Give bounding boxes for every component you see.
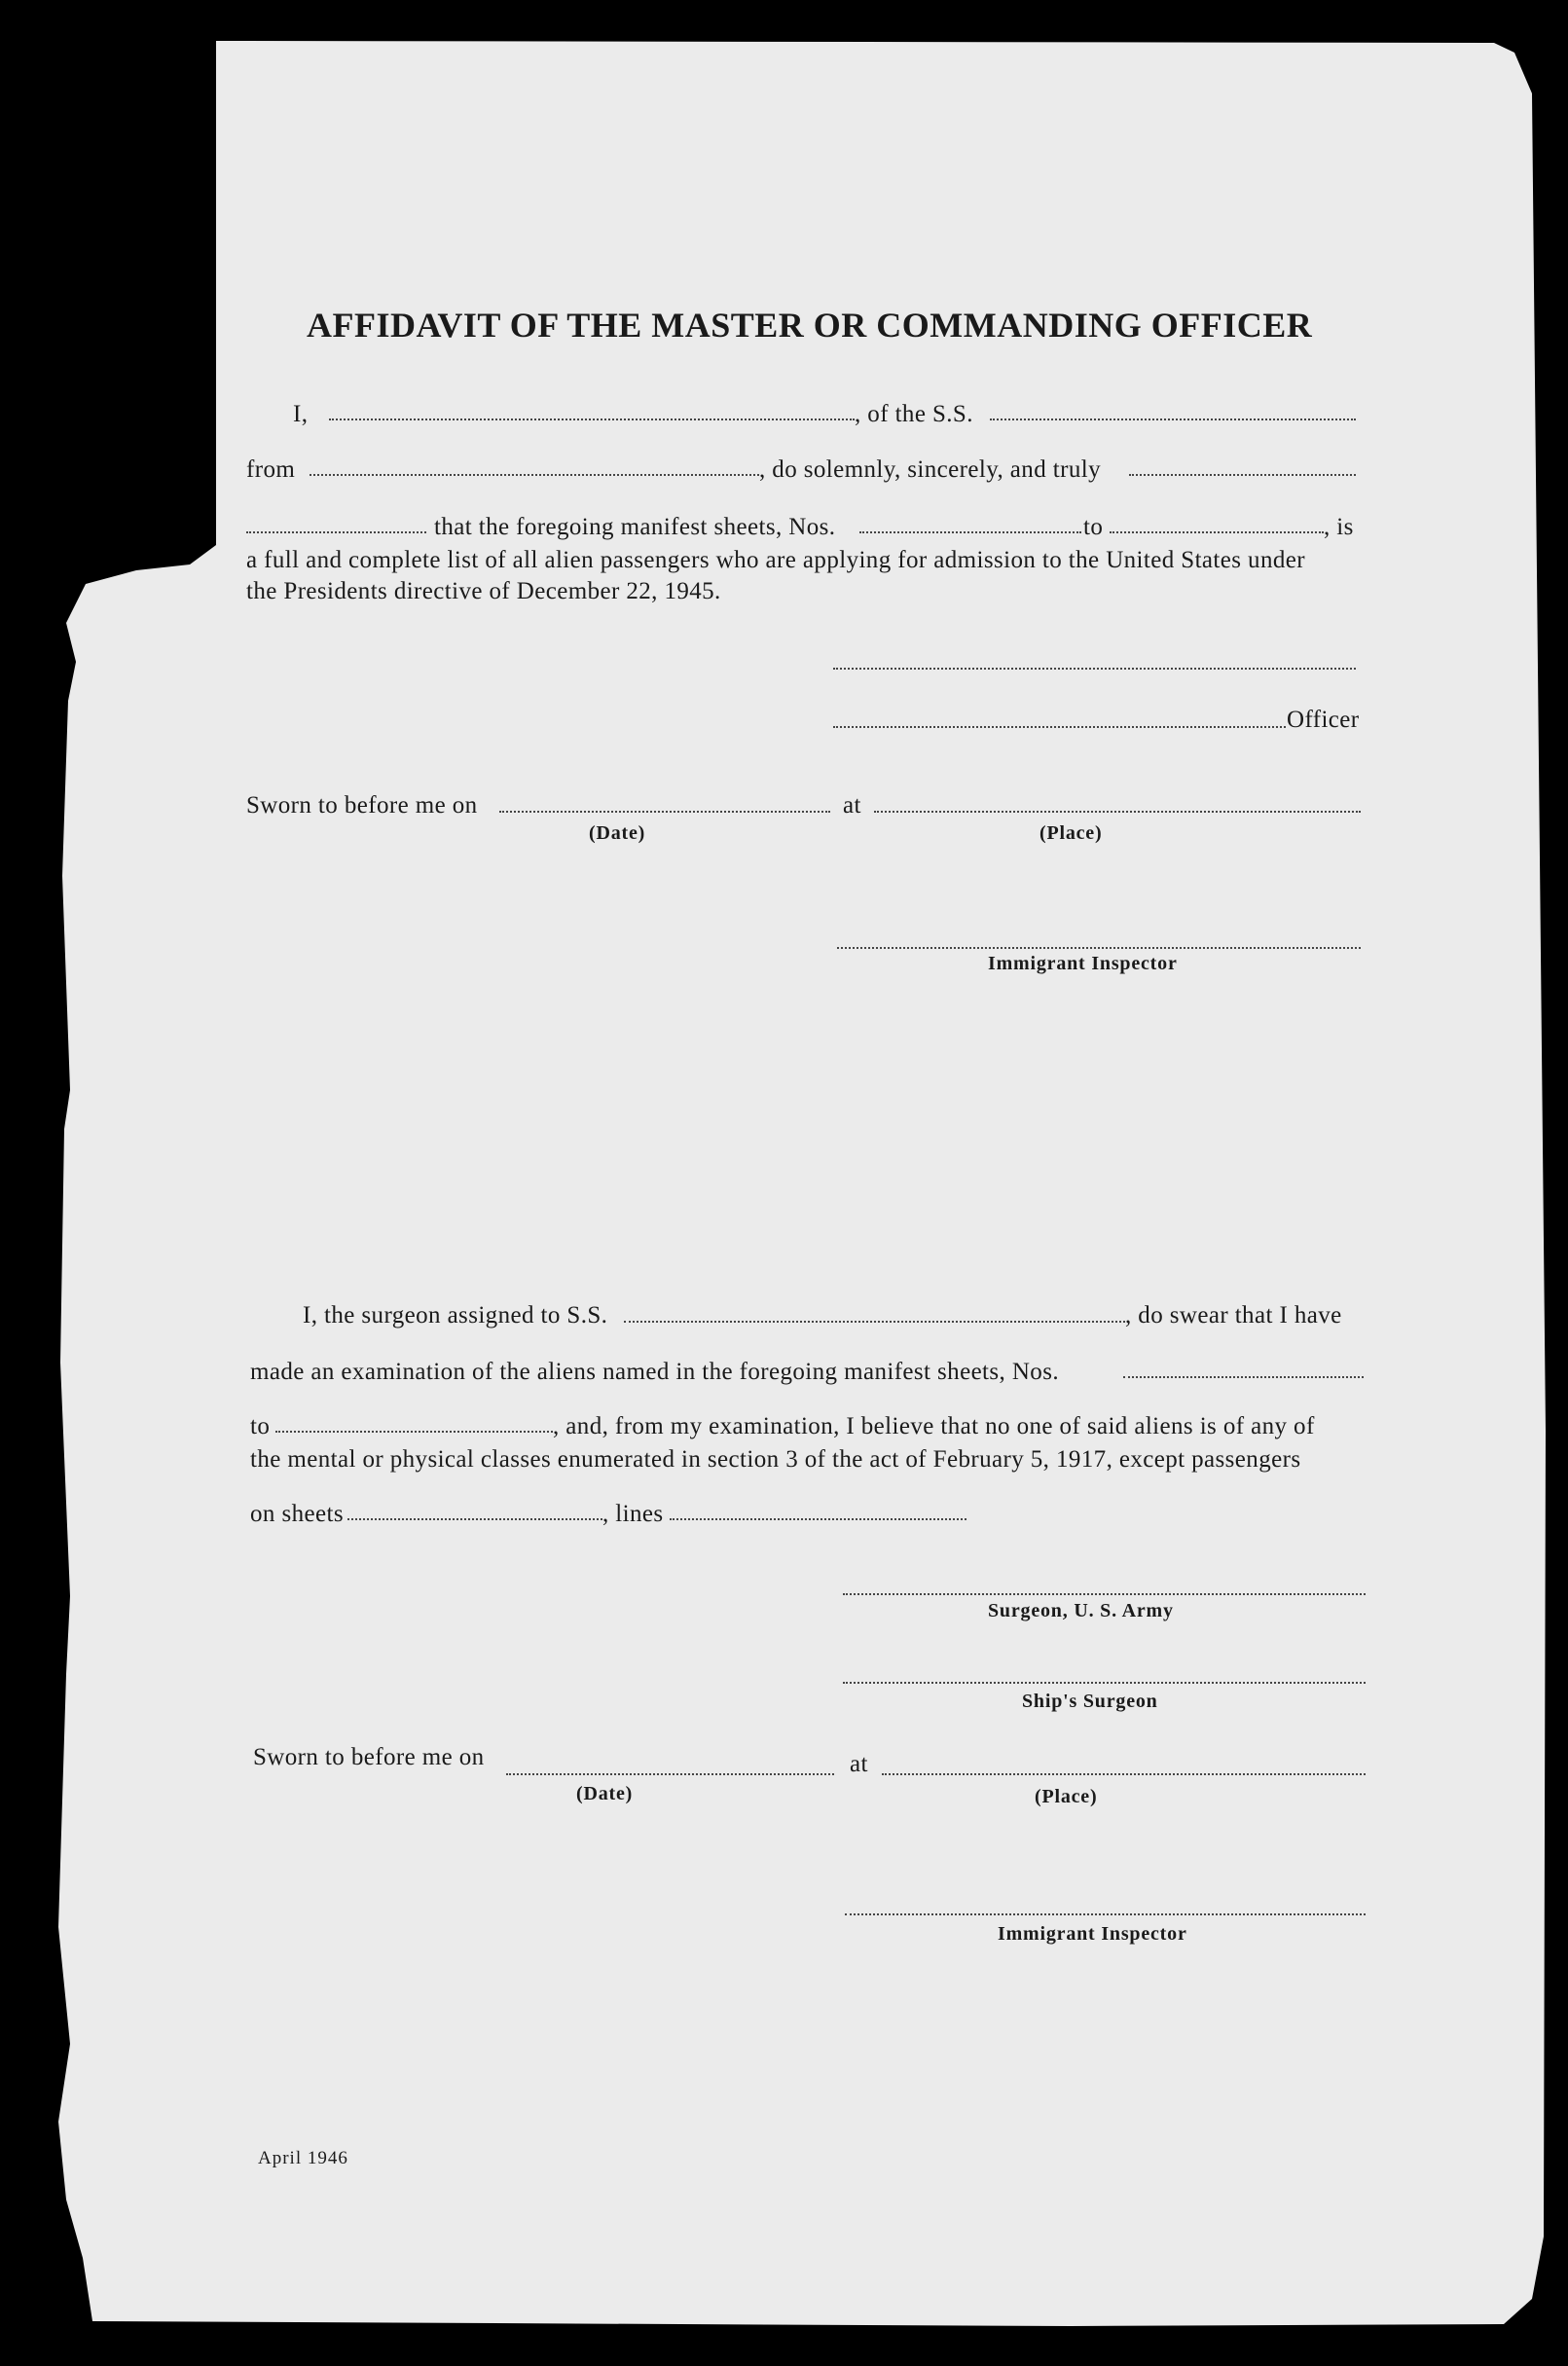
oath-type-field[interactable] [1129,474,1356,476]
surgeon-place-caption: (Place) [1035,1786,1098,1807]
surgeon-examination-line: made an examination of the aliens named in the foregoing manifest sheets, Nos. [250,1359,1059,1385]
master-manifest-text: that the foregoing manifest sheets, Nos. [434,514,836,540]
port-from-field[interactable] [310,474,759,476]
surgeon-classes-line: the mental or physical classes enumerated in section 3 of the act of February 5, 1917, except passengers [250,1446,1301,1473]
surgeon-lines-field[interactable] [670,1518,966,1520]
footer-date: April 1946 [258,2148,348,2168]
master-sworn-place-field[interactable] [874,811,1361,813]
surgeon-sworn-date-field[interactable] [506,1773,834,1775]
officer-signature-line-2[interactable] [833,726,1286,728]
manifest-to-field[interactable] [1110,531,1324,533]
surgeon-swear: , do swear that I have [1125,1302,1342,1329]
master-is: , is [1324,514,1354,540]
master-directive-line: the Presidents directive of December 22, 1945. [246,578,721,604]
surgeon-inspector-caption: Immigrant Inspector [998,1923,1187,1945]
master-of-ss: , of the S.S. [855,401,973,427]
master-from-label: from [246,456,296,483]
master-place-caption: (Place) [1039,822,1103,844]
surgeon-lines-label: , lines [602,1501,664,1527]
ships-surgeon-signature-line[interactable] [843,1682,1366,1684]
surgeon-manifest-from-field[interactable] [1123,1376,1364,1378]
surgeon-sworn-at: at [850,1751,868,1777]
master-inspector-caption: Immigrant Inspector [988,953,1178,974]
oath-verb-field[interactable] [246,531,426,533]
officer-signature-line-1[interactable] [833,668,1356,670]
surgeon-inspector-signature-line[interactable] [845,1913,1366,1915]
surgeon-sheets-field[interactable] [347,1518,602,1520]
manifest-from-field[interactable] [859,531,1081,533]
officer-label: Officer [1287,707,1360,733]
master-date-caption: (Date) [589,822,646,844]
master-name-field[interactable] [329,419,855,420]
master-to: to [1083,514,1104,540]
master-sworn-at: at [843,792,861,819]
surgeon-ship-field[interactable] [624,1321,1125,1323]
army-surgeon-caption: Surgeon, U. S. Army [988,1600,1174,1621]
master-sworn-text: Sworn to before me on [246,792,478,819]
surgeon-sworn-place-field[interactable] [882,1773,1366,1775]
master-statement-line: a full and complete list of all alien passengers who are applying for admission to the United States under [246,547,1305,573]
surgeon-sworn-text: Sworn to before me on [253,1744,485,1770]
surgeon-belief-line: , and, from my examination, I believe that no one of said aliens is of any of [553,1413,1315,1439]
ship-name-field[interactable] [990,419,1356,420]
master-sworn-date-field[interactable] [499,811,830,813]
document-title: AFFIDAVIT OF THE MASTER OR COMMANDING OFFICER [307,306,1313,345]
surgeon-intro: I, the surgeon assigned to S.S. [303,1302,608,1329]
surgeon-manifest-to-field[interactable] [275,1431,553,1433]
surgeon-date-caption: (Date) [576,1783,634,1804]
surgeon-on-sheets: on sheets [250,1501,344,1527]
master-solemnly: , do solemnly, sincerely, and truly [759,456,1101,483]
master-intro-i: I, [293,401,309,427]
surgeon-to: to [250,1413,271,1439]
ships-surgeon-caption: Ship's Surgeon [1022,1691,1158,1712]
